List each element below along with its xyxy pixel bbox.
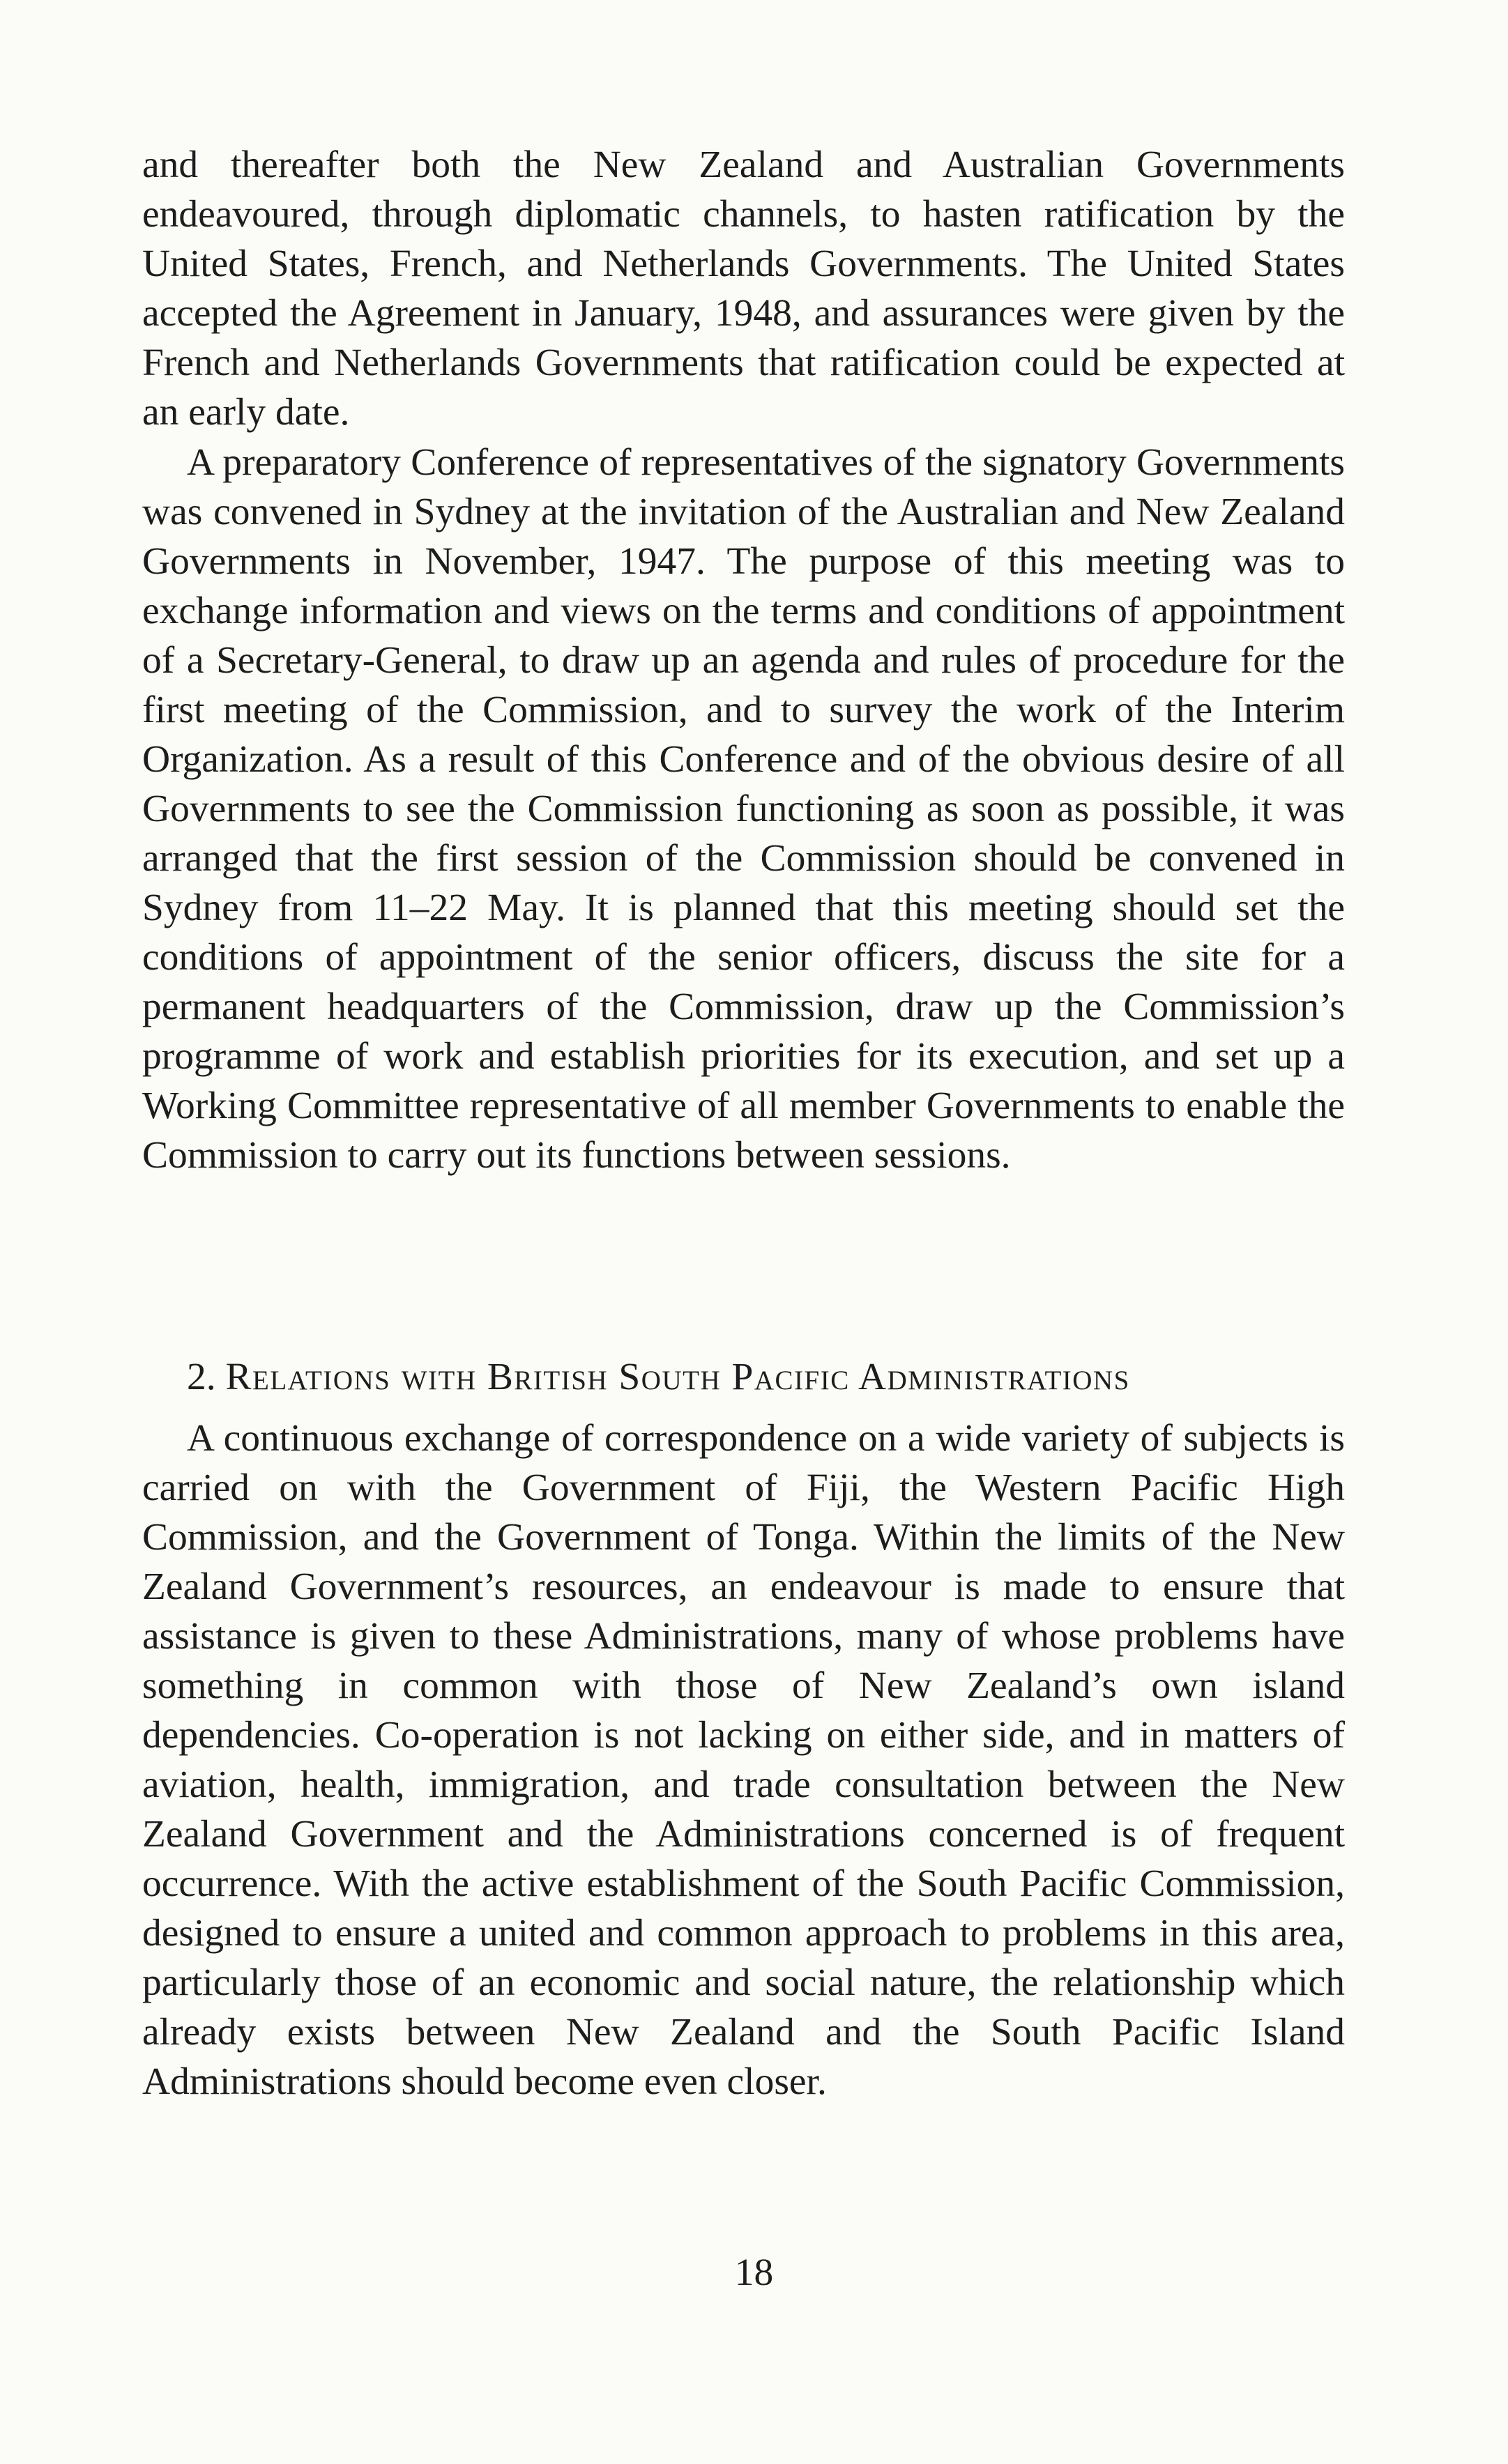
paragraph-continuation — [142, 140, 1345, 437]
paragraph-relations — [142, 1414, 1345, 2106]
section-title: Relations with British South Pacific Administrations — [225, 1356, 1130, 1398]
paragraph-preparatory-conference — [142, 438, 1345, 1180]
paragraph-text: A continuous exchange of correspondence on a wide variety of subjects is carried on with the Government of Fiji, the Western Pacific High Commission, and the Government of Tonga. Within the limits of the New Zealand Government’s resources, an endeavour is made to ensure that assistance is given to these Administrations, many of whose problems have something in common with those of New Zealand’s own island dependencies. Co-operation is not lacking on either side, and in matters of aviation, health, immigration, and trade consultation between the New Zealand Government and the Administrations concerned is of frequent occurrence. With the active establishment of the South Pacific Commission, designed to ensure a united and common approach to problems in this area, particularly those of an economic and social nature, the relationship which already exists between New Zealand and the South Pacific Island Administrations should become even closer. — [142, 1417, 1345, 2103]
paragraph-text: and thereafter both the New Zealand and Australian Governments endeavoured, through diplomatic channels, to hasten ratification by the United States, French, and Netherlands Governments. The United States accepted the Agreement in January, 1948, and assurances were given by the French and Netherlands Governments that ratification could be expected at an early date. — [142, 144, 1345, 434]
paragraph-text: A preparatory Conference of representatives of the signatory Governments was convened in Sydney at the invitation of the Australian and New Zealand Governments in November, 1947. The purpose of this meeting was to exchange information and views on the terms and conditions of appointment of a Secretary-General, to draw up an agenda and rules of procedure for the first meeting of the Commission, and to survey the work of the Interim Organization. As a result of this Conference and of the obvious desire of all Governments to see the Commission functioning as soon as possible, it was arranged that the first session of the Commission should be convened in Sydney from 11–22 May. It is planned that this meeting should set the conditions of appointment of the senior officers, discuss the site for a permanent headquarters of the Commission, draw up the Commission’s programme of work and establish priorities for its execution, and set up a Working Committee representative of all member Governments to enable the Commission to carry out its functions between sessions. — [142, 441, 1345, 1177]
section-number: 2. — [187, 1356, 216, 1398]
page-number: 18 — [734, 2251, 774, 2294]
section-heading — [187, 1352, 1372, 1402]
